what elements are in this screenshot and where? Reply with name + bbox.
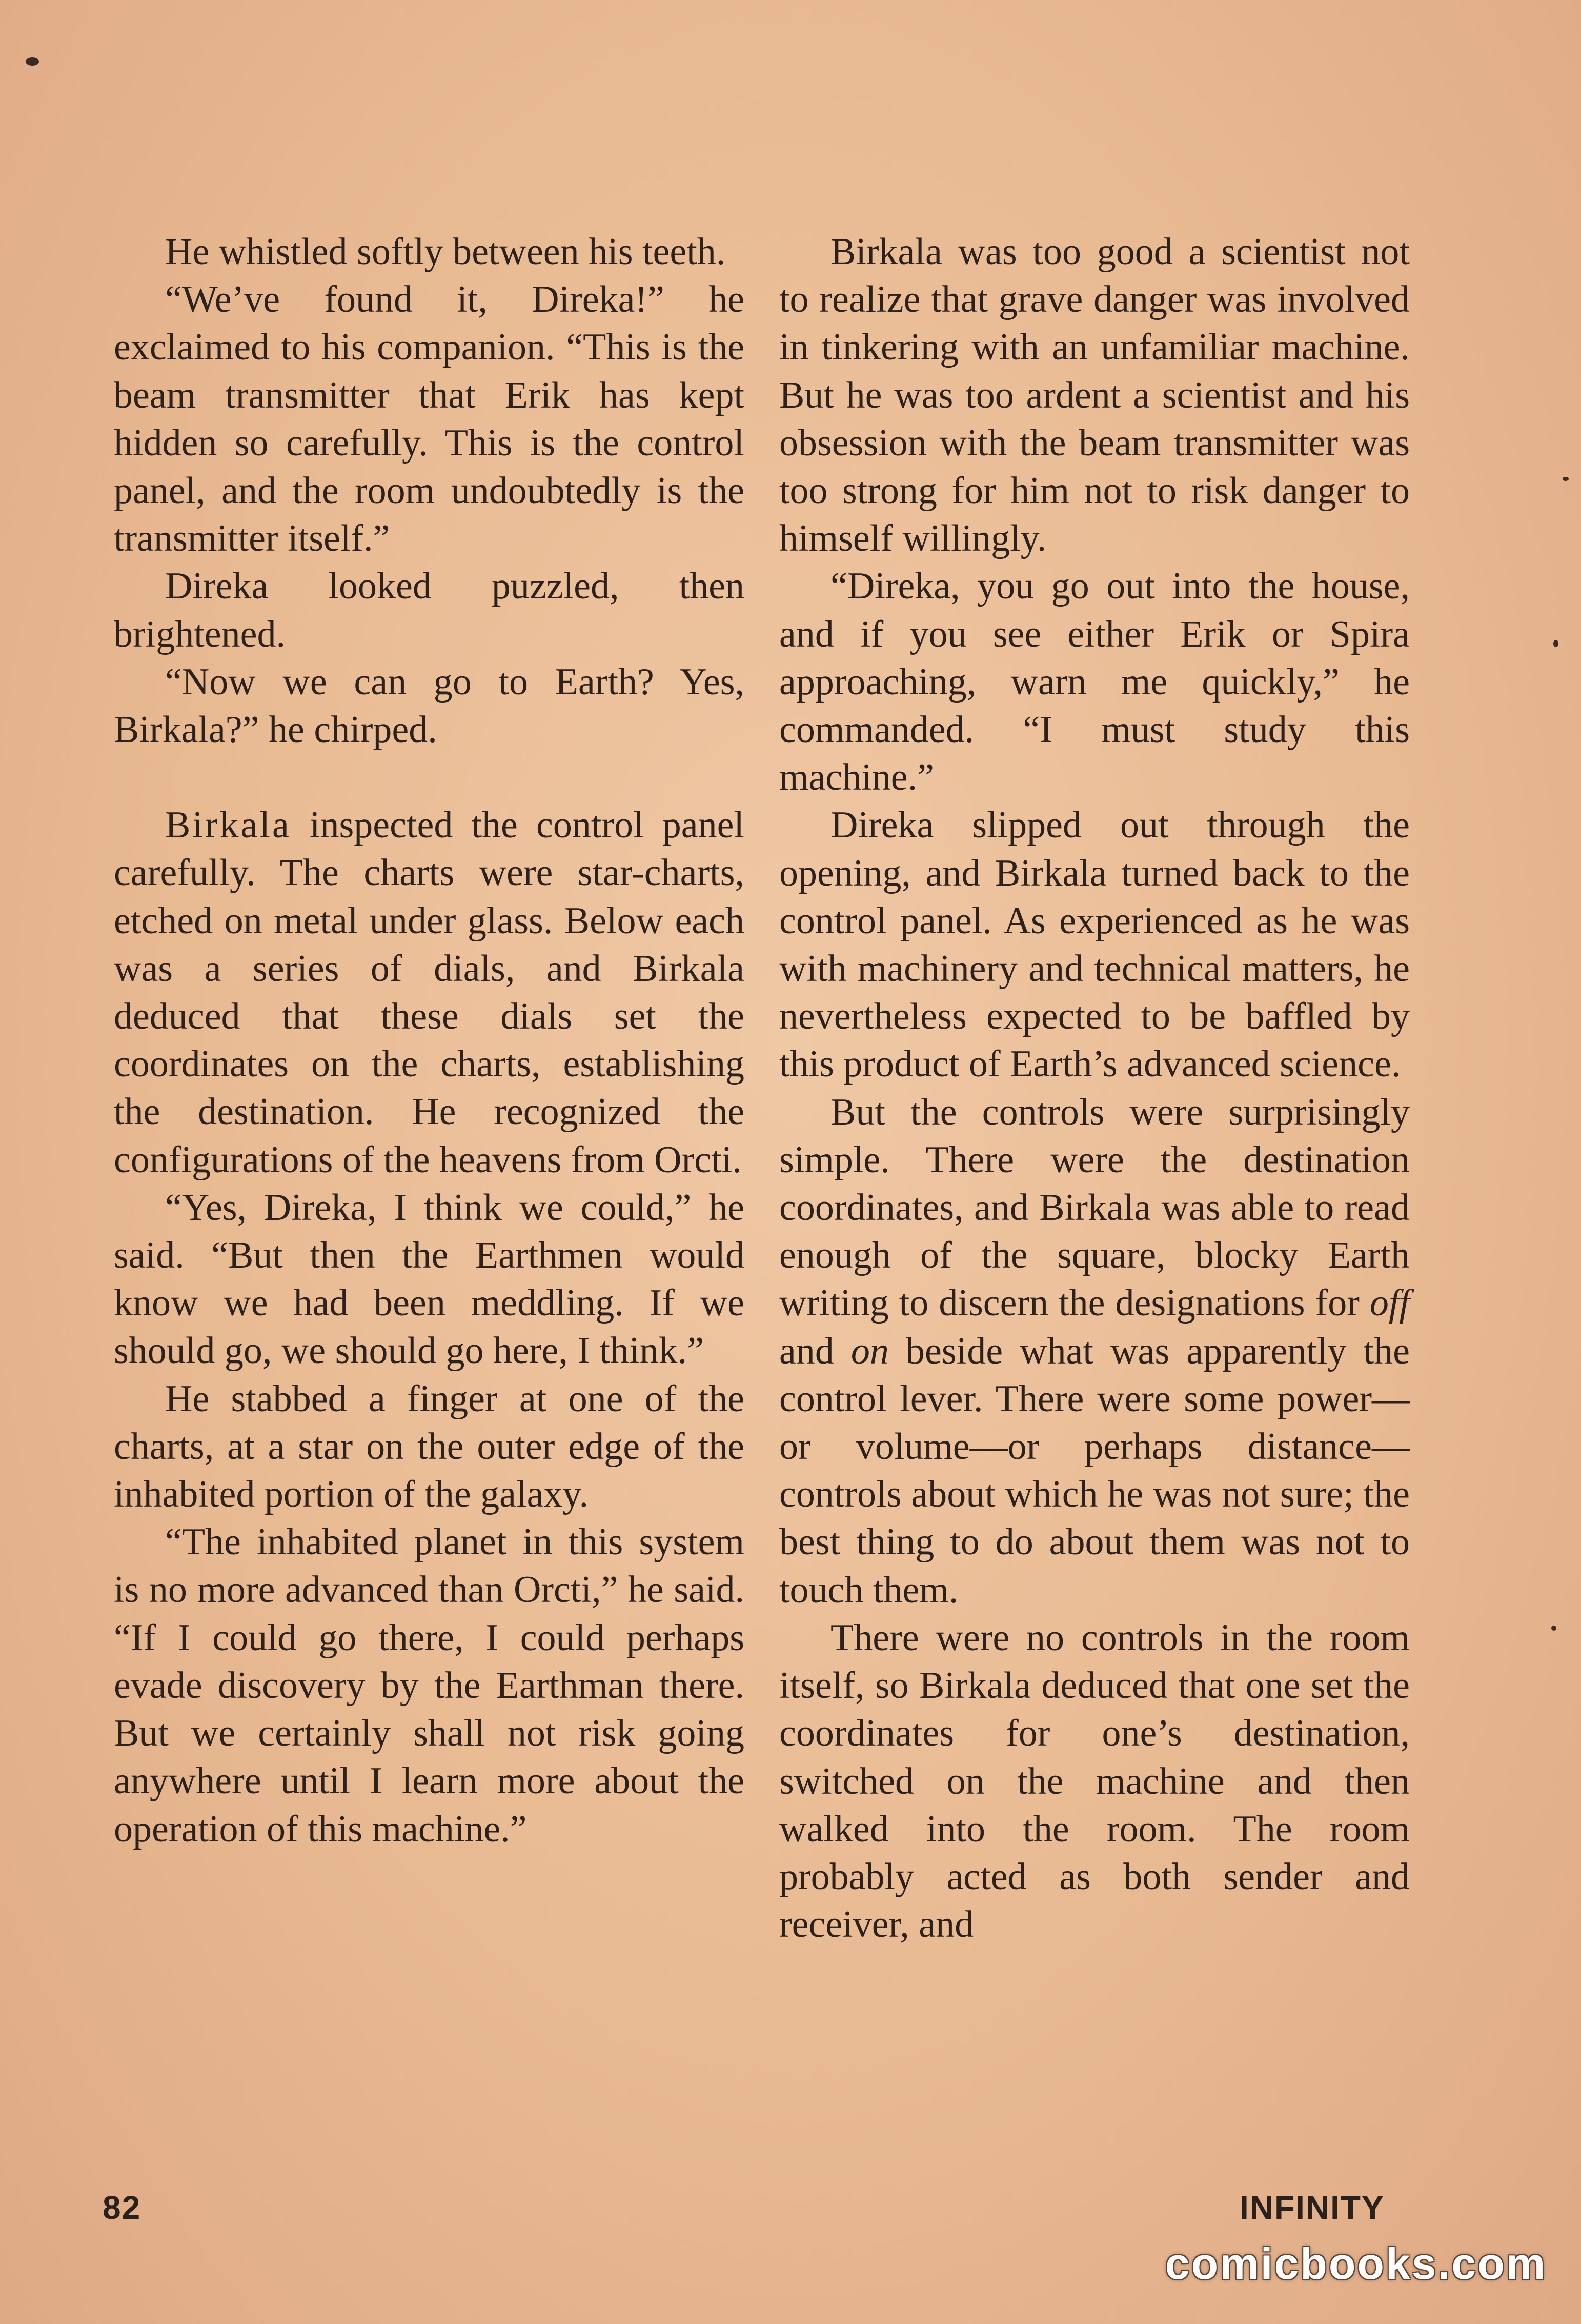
page-number: 82 bbox=[103, 2189, 141, 2226]
paragraph: “The inhabited planet in this system is no more advanced than Orcti,” he said. “If I could go there, I could perhaps evade discovery by the Earthman there. But we certainly shall not risk going anywhere until I learn more about the operation of this machine.” bbox=[114, 1521, 744, 1850]
paragraph: Birkala was too good a scientist not to realize that grave danger was involved in tinkering with an unfamiliar machine. But he was too ardent a scientist and his obsession with the beam transmitter was too strong for him not to risk danger to himself willingly. bbox=[779, 231, 1410, 560]
paragraph: There were no controls in the room itself, so Birkala deduced that one set the coordinates for one’s destination, switched on the machine and then walked into the room. The room probably acted as both sender and receiver, and bbox=[779, 1616, 1410, 1946]
paragraph: “Direka, you go out into the house, and if you see either Erik or Spira approaching, warn me quickly,” he commanded. “I must study this machine.” bbox=[779, 565, 1410, 799]
page-speck bbox=[1553, 640, 1558, 647]
left-column bbox=[114, 228, 744, 1853]
paragraph: “We’ve found it, Direka!” he exclaimed to his companion. “This is the beam transmitter that Erik has kept hidden so carefully. This is the control panel, and the room undoubtedly is the transmitter itself.” bbox=[114, 278, 744, 560]
italic-word-off: off bbox=[1369, 1282, 1410, 1325]
italic-word-on: on bbox=[850, 1330, 889, 1372]
paragraph: “Now we can go to Earth? Yes, Birkala?” he chirped. bbox=[114, 660, 744, 751]
page-speck bbox=[1551, 1626, 1556, 1631]
page-speck bbox=[1563, 477, 1569, 481]
paragraph: He stabbed a finger at one of the charts, at a star on the outer edge of the inhabited portion of the galaxy. bbox=[114, 1377, 744, 1516]
paragraph: “Yes, Direka, I think we could,” he said. “But then the Earthmen would know we had been meddling. If we should go, we should go here, I think.” bbox=[114, 1186, 744, 1372]
paragraph-text: beside what was apparently the control lever. There were some power—or volume—or perhaps distance—controls about which he was not sure; the best thing to do about them was not to touch them. bbox=[779, 1330, 1410, 1611]
watermark-text: comicbooks.com bbox=[1165, 2239, 1547, 2289]
paragraph: He whistled softly between his teeth. bbox=[165, 231, 726, 273]
watermark bbox=[1153, 2231, 1558, 2297]
magazine-name: INFINITY bbox=[1240, 2189, 1385, 2226]
paragraph bbox=[779, 1089, 1410, 1614]
page-speck bbox=[26, 57, 39, 66]
paragraph-text: inspected the control panel carefully. The charts were star-charts, etched on metal under glass. Below each was a series of dials, and Birkala deduced that these dials set the coordinates on the charts, establishing the destination. He recognized the configurations of the heavens from Orcti. bbox=[114, 804, 744, 1181]
paragraph: Direka looked puzzled, then brightened. bbox=[114, 565, 744, 655]
paragraph-text: and bbox=[779, 1330, 851, 1372]
section-paragraph bbox=[114, 802, 744, 1184]
small-caps-lead: Birkala bbox=[165, 804, 291, 847]
paragraph-text: But the controls were surprisingly simple. There were the destination coordinates, and Birkala was able to read enough of the square, blocky Earth writing to discern the designations for bbox=[779, 1091, 1410, 1325]
paragraph: Direka slipped out through the opening, and Birkala turned back to the control panel. As experienced as he was with machinery and technical matters, he nevertheless expected to be baffled by this product of Earth’s advanced science. bbox=[779, 804, 1410, 1086]
right-column bbox=[779, 228, 1410, 1949]
